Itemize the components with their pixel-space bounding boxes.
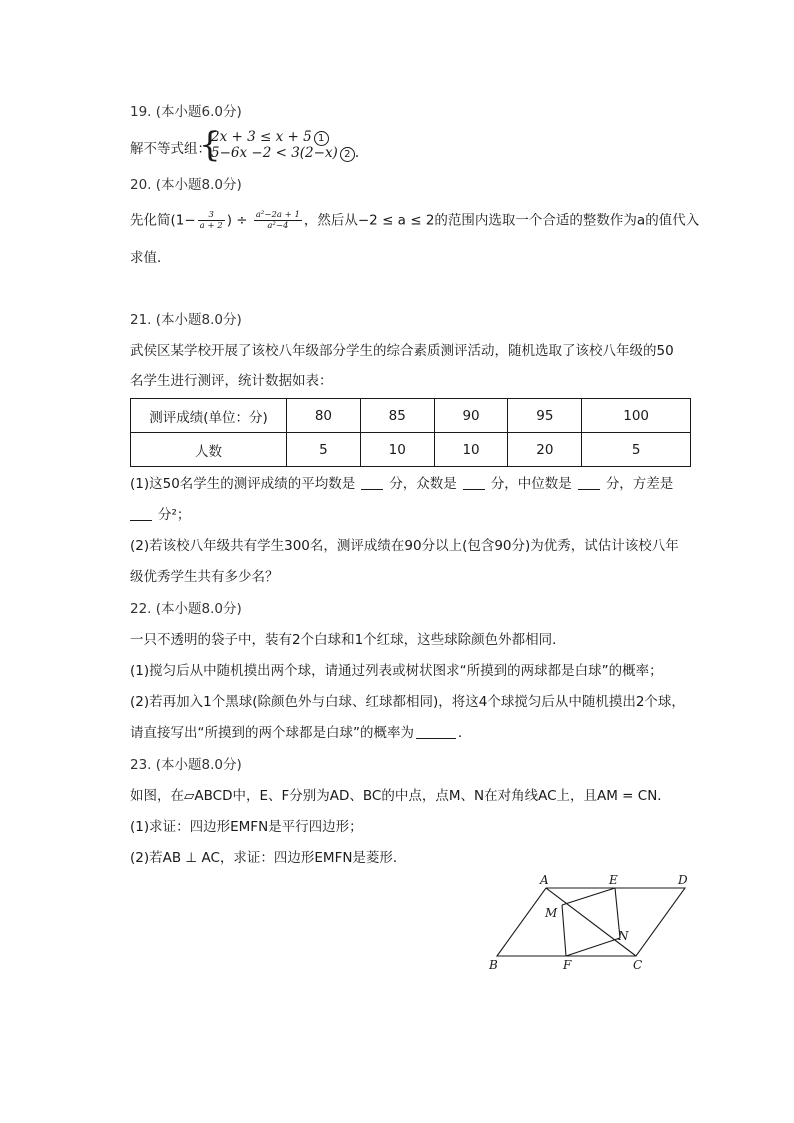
label-d: D: [678, 873, 688, 887]
table-cell: 80: [287, 399, 361, 433]
q22-part-1: (1)搅匀后从中随机摸出两个球，请通过列表或树状图求“所摸到的两球都是白球”的概率；: [130, 663, 663, 679]
table-header-cell: 测评成绩(单位：分): [131, 399, 287, 433]
answer-blank: [130, 507, 152, 521]
table-row: [131, 433, 691, 467]
q21-part-2-line-1: (2)若该校八年级共有学生300名，测评成绩在90分以上(包含90分)为优秀，试估计该校八年: [130, 538, 679, 554]
q21-part-1-line: (1)这50名学生的测评成绩的平均数是 分，众数是 分，中位数是 分，方差是: [130, 476, 674, 492]
diagonal-ac: [546, 888, 636, 956]
q19-prompt: 解不等式组：: [130, 141, 211, 157]
q23-intro: 如图，在▱ABCD中，E、F分别为AD、BC的中点，点M、N在对角线AC上，且AM = CN．: [130, 788, 671, 804]
q21-heading: 21. (本小题8.0分): [130, 312, 242, 328]
table-header-cell: 人数: [131, 433, 287, 467]
table-cell: 100: [582, 399, 691, 433]
label-f: F: [563, 958, 572, 972]
q20-heading: 20. (本小题8.0分): [130, 177, 242, 193]
q22-heading: 22. (本小题8.0分): [130, 601, 242, 617]
label-m: M: [545, 906, 558, 920]
q22-intro: 一只不透明的袋子中，装有2个白球和1个红球，这些球除颜色外都相同．: [130, 632, 566, 648]
q20-expression-line: 先化简(1− $\frac{3}{a + 2}$ ) ÷ $\frac{\text{a²−2a + 1}}{\text{a²−4}}$ ，然后从−2 ≤ a ≤ 2的范围内选取一个合适的整数作为a的值代入: [130, 210, 700, 231]
q22-part-2-line-2: 请直接写出“所摸到的两个球都是白球”的概率为 ．: [130, 725, 472, 741]
q22-part-2-line-1: (2)若再加入1个黑球(除颜色外与白球、红球都相同)，将这4个球搅匀后从中随机摸出2个球，: [130, 694, 685, 710]
label-b: B: [489, 958, 498, 972]
table-cell: 10: [434, 433, 508, 467]
parallelogram-figure: [480, 868, 710, 978]
segment-em: [562, 888, 615, 905]
q23-part-1: (1)求证：四边形EMFN是平行四边形；: [130, 819, 363, 835]
table-cell: 5: [287, 433, 361, 467]
answer-blank: [463, 476, 485, 490]
label-c: C: [633, 958, 643, 972]
table-cell: 85: [360, 399, 434, 433]
q19-heading: 19. (本小题6.0分): [130, 104, 242, 120]
table-row: [131, 399, 691, 433]
answer-blank: [416, 725, 456, 739]
q21-intro-line-1: 武侯区某学校开展了该校八年级部分学生的综合素质测评活动，随机选取了该校八年级的50: [130, 343, 674, 359]
segment-fn: [566, 938, 620, 956]
score-table: [130, 398, 691, 467]
table-cell: 95: [508, 399, 582, 433]
q23-part-2: (2)若AB ⊥ AC，求证：四边形EMFN是菱形．: [130, 850, 407, 866]
table-cell: 10: [360, 433, 434, 467]
table-cell: 5: [582, 433, 691, 467]
segment-mf: [562, 905, 566, 956]
label-a: A: [540, 873, 549, 887]
q21-part-1-line-2: 分²；: [130, 505, 190, 525]
q19-row-1: 2x + 3 ≤ x + 5 1: [211, 129, 329, 146]
answer-blank: [578, 476, 600, 490]
table-cell: 20: [508, 433, 582, 467]
circled-number-2-icon: 2: [340, 147, 355, 162]
table-cell: 90: [434, 399, 508, 433]
circled-number-1-icon: 1: [314, 131, 329, 146]
label-n: N: [618, 929, 629, 943]
q23-heading: 23. (本小题8.0分): [130, 757, 242, 773]
q20-fraction-1: $\frac{3}{a + 2}$: [199, 210, 223, 231]
q20-fraction-2: $\frac{\text{a²−2a + 1}}{\text{a²−4}}$: [255, 210, 300, 231]
q20-text-line-2: 求值．: [130, 250, 171, 266]
label-e: E: [609, 873, 618, 887]
answer-blank: [361, 476, 383, 490]
q21-intro-line-2: 名学生进行测评，统计数据如表：: [130, 373, 333, 389]
brace-symbol: {: [199, 125, 221, 165]
q19-row-2: 5−6x −2 < 3(2−x) 2 .: [211, 145, 360, 161]
q21-part-2-line-2: 级优秀学生共有多少名？: [130, 569, 279, 585]
